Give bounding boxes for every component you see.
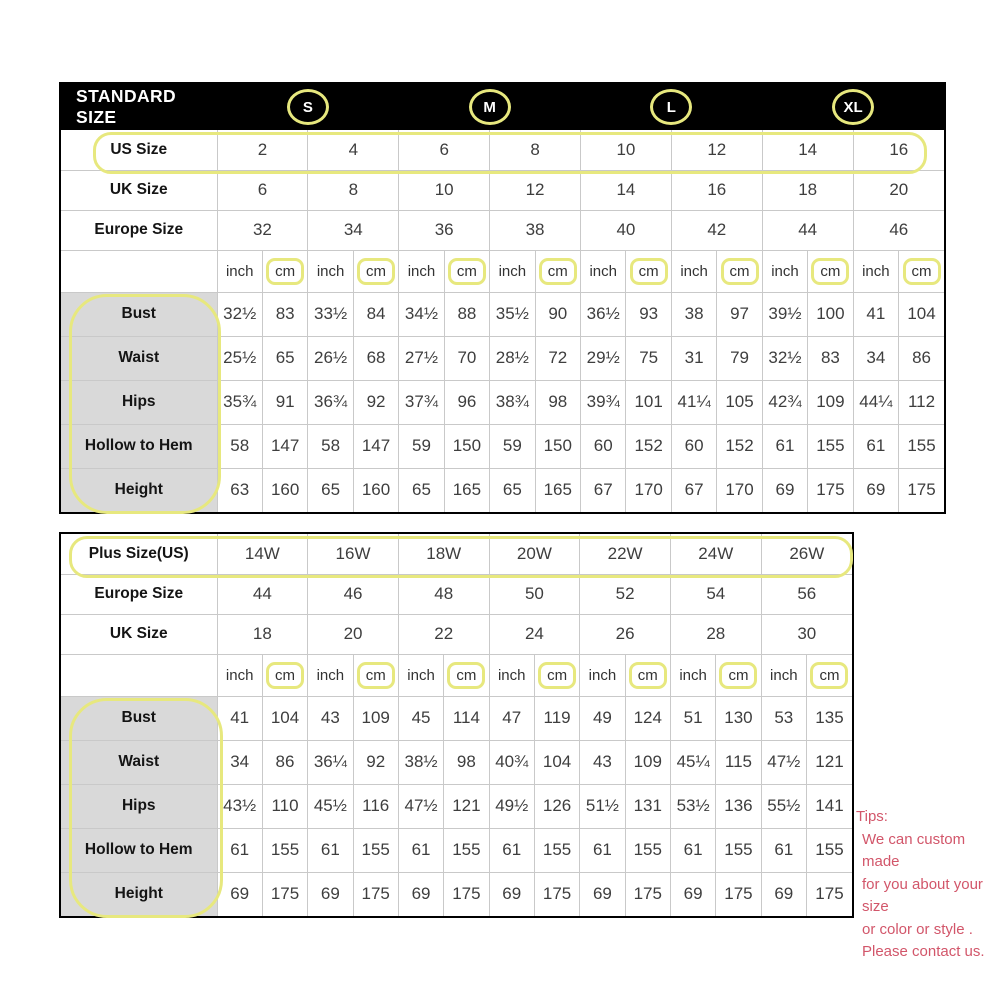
- value-cell: 91: [262, 380, 307, 424]
- value-cell: 58: [217, 424, 262, 468]
- table-row: [61, 292, 944, 336]
- value-cell: 47: [489, 696, 534, 740]
- row-label: UK Size: [61, 170, 217, 210]
- value-cell: 69: [308, 872, 353, 916]
- value-cell: 59: [490, 424, 535, 468]
- table-row: [61, 696, 852, 740]
- value-cell: 68: [353, 336, 398, 380]
- value-cell: 37¾: [399, 380, 444, 424]
- unit-inch-cell: inch: [489, 654, 534, 696]
- unit-cm-cell: [444, 250, 489, 292]
- value-cell: 92: [353, 380, 398, 424]
- value-cell: 150: [535, 424, 580, 468]
- value-cell: 69: [217, 872, 262, 916]
- unit-inch-cell: inch: [490, 250, 535, 292]
- value-cell: 67: [671, 468, 716, 512]
- value-cell: 69: [398, 872, 443, 916]
- value-cell: 8: [308, 170, 399, 210]
- standard-size-table: [59, 82, 946, 514]
- value-cell: 18W: [398, 534, 489, 574]
- value-cell: 65: [262, 336, 307, 380]
- value-cell: 16W: [308, 534, 399, 574]
- value-cell: 47½: [398, 784, 443, 828]
- value-cell: 175: [625, 872, 670, 916]
- size-group-labels: [217, 84, 944, 130]
- table-row: [61, 784, 852, 828]
- value-cell: 24: [489, 614, 580, 654]
- value-cell: 53½: [670, 784, 715, 828]
- value-cell: 8: [490, 130, 581, 170]
- unit-cm-cell: [535, 250, 580, 292]
- unit-cm-cell: [808, 250, 853, 292]
- value-cell: 155: [353, 828, 398, 872]
- value-cell: 4: [308, 130, 399, 170]
- value-cell: 165: [444, 468, 489, 512]
- value-cell: 86: [899, 336, 944, 380]
- value-cell: 26½: [308, 336, 353, 380]
- value-cell: 96: [444, 380, 489, 424]
- value-cell: 131: [625, 784, 670, 828]
- value-cell: 155: [808, 424, 853, 468]
- unit-cm-cell: [262, 250, 307, 292]
- value-cell: 45¼: [670, 740, 715, 784]
- unit-cm-cell: [626, 250, 671, 292]
- value-cell: 70: [444, 336, 489, 380]
- value-cell: 121: [806, 740, 852, 784]
- row-label: Europe Size: [61, 574, 217, 614]
- value-cell: 152: [717, 424, 762, 468]
- tips-note: [856, 806, 1000, 964]
- value-cell: 79: [717, 336, 762, 380]
- value-cell: 61: [308, 828, 353, 872]
- table-row: [61, 534, 852, 574]
- unit-inch-cell: inch: [670, 654, 715, 696]
- value-cell: 20: [853, 170, 944, 210]
- value-cell: 46: [308, 574, 399, 614]
- value-cell: 121: [444, 784, 489, 828]
- cm-highlight: cm: [903, 258, 941, 285]
- row-label: Height: [61, 468, 217, 512]
- value-cell: 109: [808, 380, 853, 424]
- value-cell: 55½: [761, 784, 806, 828]
- cm-highlight: cm: [357, 258, 395, 285]
- value-cell: 14: [762, 130, 853, 170]
- row-label: Bust: [61, 292, 217, 336]
- value-cell: 155: [534, 828, 579, 872]
- value-cell: 38½: [398, 740, 443, 784]
- value-cell: 42: [671, 210, 762, 250]
- value-cell: 52: [580, 574, 671, 614]
- value-cell: 44¼: [853, 380, 898, 424]
- value-cell: 47½: [761, 740, 806, 784]
- value-cell: 175: [716, 872, 761, 916]
- value-cell: 93: [626, 292, 671, 336]
- value-cell: 25½: [217, 336, 262, 380]
- value-cell: 69: [762, 468, 807, 512]
- value-cell: 69: [489, 872, 534, 916]
- value-cell: 53: [761, 696, 806, 740]
- value-cell: 165: [535, 468, 580, 512]
- cm-highlight: cm: [629, 662, 667, 689]
- value-cell: 114: [444, 696, 489, 740]
- value-cell: 20W: [489, 534, 580, 574]
- value-cell: 41: [853, 292, 898, 336]
- value-cell: 147: [353, 424, 398, 468]
- table-row: [61, 210, 944, 250]
- value-cell: 40¾: [489, 740, 534, 784]
- value-cell: 155: [625, 828, 670, 872]
- value-cell: 59: [399, 424, 444, 468]
- row-label: Hips: [61, 380, 217, 424]
- size-badge-m: M: [469, 89, 511, 125]
- cm-highlight: cm: [357, 662, 395, 689]
- row-label: US Size: [61, 130, 217, 170]
- value-cell: 48: [398, 574, 489, 614]
- size-group-xl: [762, 84, 944, 130]
- value-cell: 98: [444, 740, 489, 784]
- value-cell: 109: [353, 696, 398, 740]
- value-cell: 67: [581, 468, 626, 512]
- table-row: [61, 336, 944, 380]
- standard-size-grid: [61, 130, 944, 512]
- unit-inch-cell: inch: [308, 250, 353, 292]
- value-cell: 69: [580, 872, 625, 916]
- unit-inch-cell: inch: [399, 250, 444, 292]
- value-cell: 44: [762, 210, 853, 250]
- unit-inch-cell: inch: [580, 654, 625, 696]
- table-row: [61, 614, 852, 654]
- value-cell: 14: [581, 170, 672, 210]
- value-cell: 119: [534, 696, 579, 740]
- unit-inch-cell: inch: [581, 250, 626, 292]
- value-cell: 69: [761, 872, 806, 916]
- unit-inch-cell: inch: [398, 654, 443, 696]
- value-cell: 14W: [217, 534, 308, 574]
- value-cell: 175: [262, 872, 307, 916]
- value-cell: 141: [806, 784, 852, 828]
- value-cell: 28: [670, 614, 761, 654]
- cm-highlight: cm: [538, 662, 576, 689]
- value-cell: 18: [217, 614, 308, 654]
- unit-inch-cell: inch: [671, 250, 716, 292]
- value-cell: 51½: [580, 784, 625, 828]
- row-label: Bust: [61, 696, 217, 740]
- value-cell: 101: [626, 380, 671, 424]
- value-cell: 30: [761, 614, 852, 654]
- size-group-m: [399, 84, 581, 130]
- row-label: Hips: [61, 784, 217, 828]
- value-cell: 36¼: [308, 740, 353, 784]
- row-label: Hollow to Hem: [61, 424, 217, 468]
- value-cell: 61: [217, 828, 262, 872]
- value-cell: 175: [444, 872, 489, 916]
- value-cell: 18: [762, 170, 853, 210]
- unit-cm-cell: [353, 250, 398, 292]
- value-cell: 36: [399, 210, 490, 250]
- size-badge-xl: XL: [832, 89, 874, 125]
- value-cell: 32: [217, 210, 308, 250]
- value-cell: 38¾: [490, 380, 535, 424]
- unit-cm-cell: [534, 654, 579, 696]
- value-cell: 84: [353, 292, 398, 336]
- row-label: Waist: [61, 740, 217, 784]
- value-cell: 41: [217, 696, 262, 740]
- value-cell: 34: [308, 210, 399, 250]
- value-cell: 61: [670, 828, 715, 872]
- table-row: [61, 740, 852, 784]
- value-cell: 34: [217, 740, 262, 784]
- row-label: UK Size: [61, 614, 217, 654]
- row-label: [61, 654, 217, 696]
- value-cell: 33½: [308, 292, 353, 336]
- value-cell: 155: [806, 828, 852, 872]
- plus-size-grid: [61, 534, 852, 916]
- unit-cm-cell: [353, 654, 398, 696]
- value-cell: 152: [626, 424, 671, 468]
- unit-cm-cell: [625, 654, 670, 696]
- value-cell: 41¼: [671, 380, 716, 424]
- unit-inch-cell: inch: [853, 250, 898, 292]
- value-cell: 175: [534, 872, 579, 916]
- cm-highlight: cm: [447, 662, 485, 689]
- value-cell: 26W: [761, 534, 852, 574]
- value-cell: 83: [808, 336, 853, 380]
- value-cell: 45½: [308, 784, 353, 828]
- value-cell: 10: [581, 130, 672, 170]
- value-cell: 45: [398, 696, 443, 740]
- value-cell: 27½: [399, 336, 444, 380]
- value-cell: 26: [580, 614, 671, 654]
- tips-line: for you about your size: [862, 875, 983, 915]
- value-cell: 170: [717, 468, 762, 512]
- table-row: [61, 828, 852, 872]
- row-label: Waist: [61, 336, 217, 380]
- value-cell: 42¾: [762, 380, 807, 424]
- value-cell: 38: [671, 292, 716, 336]
- value-cell: 69: [853, 468, 898, 512]
- size-badge-s: S: [287, 89, 329, 125]
- cm-highlight: cm: [719, 662, 757, 689]
- value-cell: 32½: [217, 292, 262, 336]
- value-cell: 60: [671, 424, 716, 468]
- value-cell: 155: [716, 828, 761, 872]
- table-row: [61, 468, 944, 512]
- value-cell: 92: [353, 740, 398, 784]
- value-cell: 97: [717, 292, 762, 336]
- value-cell: 12: [671, 130, 762, 170]
- row-label: Europe Size: [61, 210, 217, 250]
- value-cell: 61: [580, 828, 625, 872]
- value-cell: 22: [398, 614, 489, 654]
- value-cell: 88: [444, 292, 489, 336]
- value-cell: 160: [353, 468, 398, 512]
- value-cell: 136: [716, 784, 761, 828]
- value-cell: 105: [717, 380, 762, 424]
- value-cell: 90: [535, 292, 580, 336]
- table-row: [61, 170, 944, 210]
- table-row: [61, 654, 852, 696]
- value-cell: 135: [806, 696, 852, 740]
- value-cell: 60: [581, 424, 626, 468]
- unit-cm-cell: [806, 654, 852, 696]
- value-cell: 43: [580, 740, 625, 784]
- value-cell: 39½: [762, 292, 807, 336]
- value-cell: 147: [262, 424, 307, 468]
- value-cell: 86: [262, 740, 307, 784]
- value-cell: 61: [853, 424, 898, 468]
- value-cell: 34: [853, 336, 898, 380]
- value-cell: 104: [534, 740, 579, 784]
- value-cell: 175: [899, 468, 944, 512]
- value-cell: 43: [308, 696, 353, 740]
- unit-inch-cell: inch: [308, 654, 353, 696]
- value-cell: 155: [444, 828, 489, 872]
- value-cell: 16: [671, 170, 762, 210]
- value-cell: 100: [808, 292, 853, 336]
- value-cell: 124: [625, 696, 670, 740]
- value-cell: 56: [761, 574, 852, 614]
- plus-size-table: [59, 532, 854, 918]
- value-cell: 61: [762, 424, 807, 468]
- value-cell: 110: [262, 784, 307, 828]
- value-cell: 20: [308, 614, 399, 654]
- value-cell: 12: [490, 170, 581, 210]
- value-cell: 75: [626, 336, 671, 380]
- value-cell: 51: [670, 696, 715, 740]
- value-cell: 61: [761, 828, 806, 872]
- tips-line: or color or style .: [862, 920, 973, 938]
- value-cell: 36½: [581, 292, 626, 336]
- table-row: [61, 130, 944, 170]
- unit-cm-cell: [717, 250, 762, 292]
- value-cell: 170: [626, 468, 671, 512]
- value-cell: 35½: [490, 292, 535, 336]
- row-label: Plus Size(US): [61, 534, 217, 574]
- cm-highlight: cm: [266, 258, 304, 285]
- unit-cm-cell: [716, 654, 761, 696]
- value-cell: 6: [217, 170, 308, 210]
- cm-highlight: cm: [539, 258, 577, 285]
- unit-inch-cell: inch: [761, 654, 806, 696]
- value-cell: 175: [806, 872, 852, 916]
- value-cell: 43½: [217, 784, 262, 828]
- value-cell: 54: [670, 574, 761, 614]
- value-cell: 49½: [489, 784, 534, 828]
- value-cell: 65: [399, 468, 444, 512]
- value-cell: 28½: [490, 336, 535, 380]
- value-cell: 150: [444, 424, 489, 468]
- cm-highlight: cm: [266, 662, 304, 689]
- value-cell: 24W: [670, 534, 761, 574]
- value-cell: 116: [353, 784, 398, 828]
- cm-highlight: cm: [810, 662, 848, 689]
- unit-inch-cell: inch: [217, 654, 262, 696]
- value-cell: 69: [670, 872, 715, 916]
- row-label: Height: [61, 872, 217, 916]
- value-cell: 160: [262, 468, 307, 512]
- unit-cm-cell: [899, 250, 944, 292]
- value-cell: 49: [580, 696, 625, 740]
- value-cell: 61: [489, 828, 534, 872]
- size-group-s: [217, 84, 399, 130]
- value-cell: 34½: [399, 292, 444, 336]
- value-cell: 104: [899, 292, 944, 336]
- value-cell: 29½: [581, 336, 626, 380]
- value-cell: 46: [853, 210, 944, 250]
- table-row: [61, 250, 944, 292]
- value-cell: 72: [535, 336, 580, 380]
- value-cell: 39¾: [581, 380, 626, 424]
- cm-highlight: cm: [811, 258, 849, 285]
- tips-title: Tips:: [856, 808, 888, 825]
- value-cell: 65: [490, 468, 535, 512]
- value-cell: 31: [671, 336, 716, 380]
- value-cell: 16: [853, 130, 944, 170]
- value-cell: 44: [217, 574, 308, 614]
- cm-highlight: cm: [721, 258, 759, 285]
- row-label: Hollow to Hem: [61, 828, 217, 872]
- value-cell: 6: [399, 130, 490, 170]
- value-cell: 2: [217, 130, 308, 170]
- size-badge-l: L: [650, 89, 692, 125]
- table-row: [61, 380, 944, 424]
- value-cell: 40: [581, 210, 672, 250]
- value-cell: 35¾: [217, 380, 262, 424]
- unit-cm-cell: [262, 654, 307, 696]
- value-cell: 98: [535, 380, 580, 424]
- tips-line: We can custom made: [862, 830, 966, 870]
- value-cell: 126: [534, 784, 579, 828]
- value-cell: 130: [716, 696, 761, 740]
- value-cell: 22W: [580, 534, 671, 574]
- table-row: [61, 872, 852, 916]
- cm-highlight: cm: [630, 258, 668, 285]
- tips-line: Please contact us.: [862, 943, 985, 960]
- value-cell: 155: [262, 828, 307, 872]
- value-cell: 175: [808, 468, 853, 512]
- value-cell: 104: [262, 696, 307, 740]
- cm-highlight: cm: [448, 258, 486, 285]
- value-cell: 115: [716, 740, 761, 784]
- table-row: [61, 424, 944, 468]
- row-label: [61, 250, 217, 292]
- value-cell: 175: [353, 872, 398, 916]
- value-cell: 109: [625, 740, 670, 784]
- value-cell: 63: [217, 468, 262, 512]
- unit-cm-cell: [444, 654, 489, 696]
- value-cell: 32½: [762, 336, 807, 380]
- unit-inch-cell: inch: [217, 250, 262, 292]
- value-cell: 83: [262, 292, 307, 336]
- size-group-l: [581, 84, 763, 130]
- unit-inch-cell: inch: [762, 250, 807, 292]
- value-cell: 38: [490, 210, 581, 250]
- value-cell: 155: [899, 424, 944, 468]
- value-cell: 58: [308, 424, 353, 468]
- value-cell: 10: [399, 170, 490, 210]
- table-row: [61, 574, 852, 614]
- value-cell: 36¾: [308, 380, 353, 424]
- value-cell: 50: [489, 574, 580, 614]
- standard-size-header: [61, 84, 944, 130]
- value-cell: 61: [398, 828, 443, 872]
- standard-size-title: STANDARD SIZE: [76, 86, 177, 127]
- value-cell: 65: [308, 468, 353, 512]
- value-cell: 112: [899, 380, 944, 424]
